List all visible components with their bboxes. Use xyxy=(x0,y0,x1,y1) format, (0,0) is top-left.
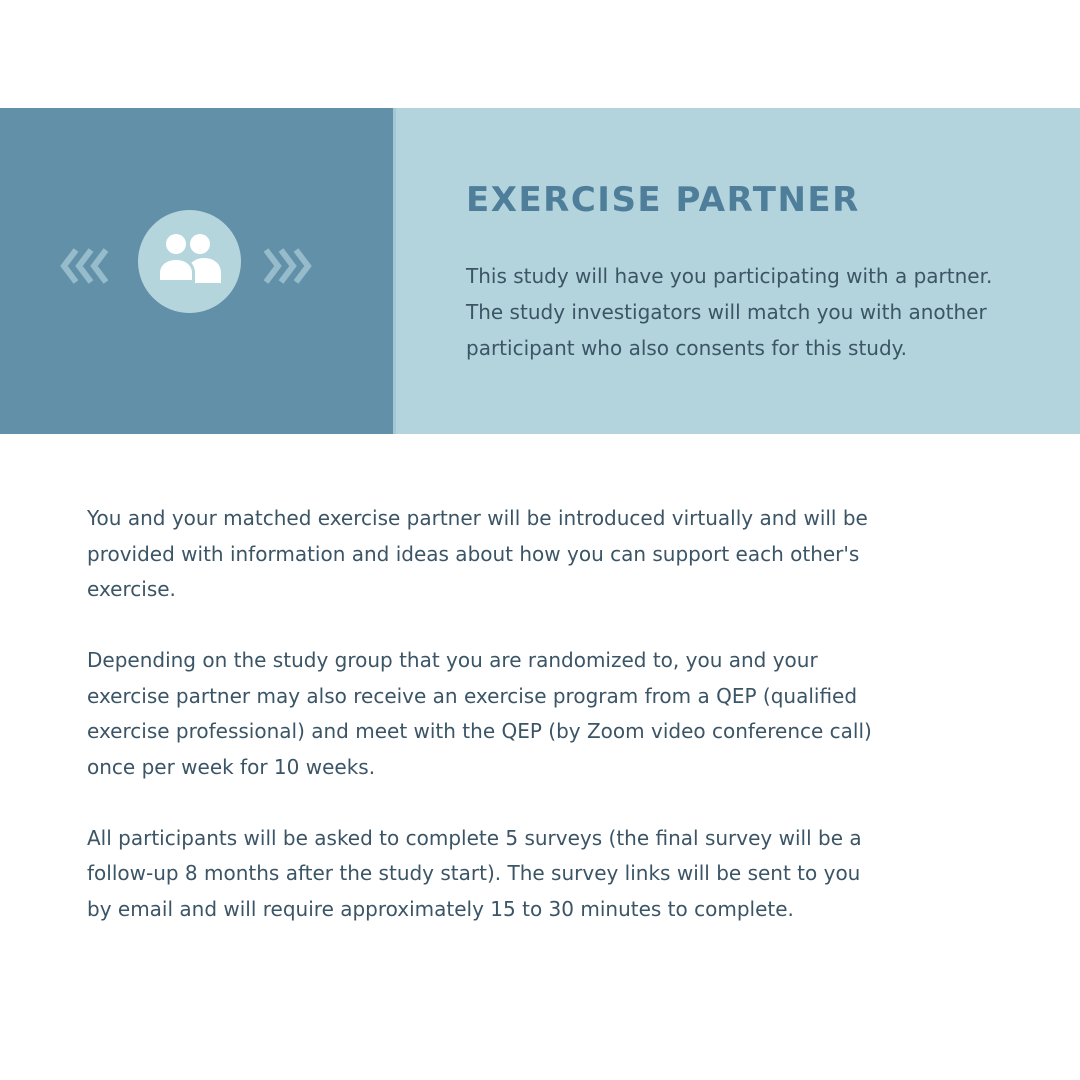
body-content xyxy=(87,501,887,963)
people-icon-badge xyxy=(138,210,241,313)
intro-panel xyxy=(396,108,1080,434)
chevrons-left-icon xyxy=(58,246,114,286)
paragraph-introduction: You and your matched exercise partner will be introduced virtually and will be provided with information and ideas about how you can support each other's exercise. xyxy=(87,506,868,601)
people-icon xyxy=(153,233,227,291)
page-title: EXERCISE PARTNER xyxy=(466,180,860,220)
intro-text: This study will have you participating with a partner. The study investigators will match you with another participant who also consents for this study. xyxy=(466,264,993,360)
header-banner xyxy=(0,108,1080,434)
paragraph-study-group: Depending on the study group that you are randomized to, you and your exercise partner may also receive an exercise program from a QEP (qualified exercise professional) and meet with the QEP (by Zoom video conference call) once per week for 10 weeks. xyxy=(87,648,872,779)
paragraph-surveys: All participants will be asked to complete 5 surveys (the final survey will be a follow-up 8 months after the study start). The survey links will be sent to you by email and will require approximately 15 to 30 minutes to complete. xyxy=(87,825,862,921)
icon-panel xyxy=(0,108,393,434)
chevrons-right-icon xyxy=(258,246,314,286)
